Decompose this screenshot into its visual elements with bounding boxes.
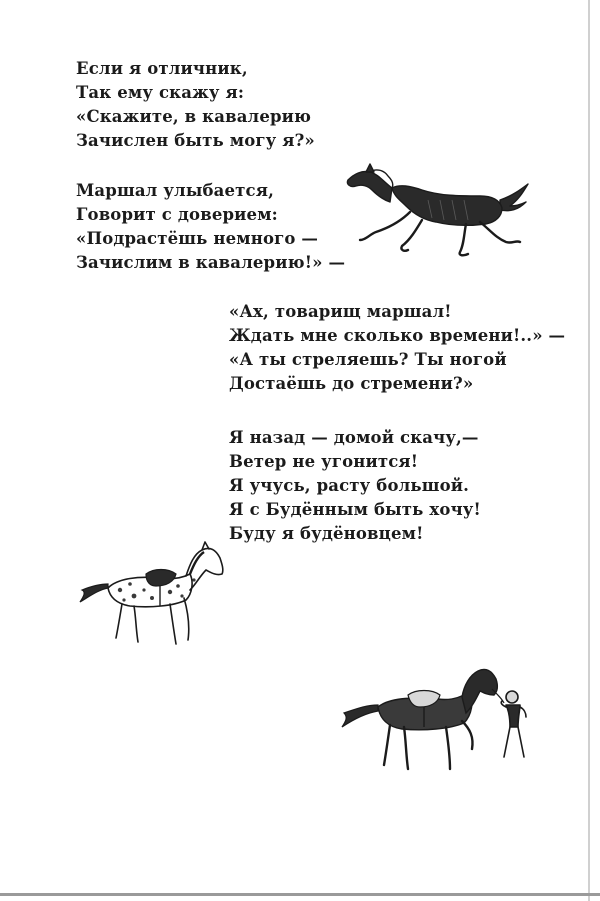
boy-leading-horse-icon: [334, 665, 530, 785]
poem-stanza-1: [76, 57, 315, 153]
poem-line: Маршал улыбается,: [76, 181, 274, 200]
poem-line: Говорит с доверием:: [76, 205, 278, 224]
poem-stanza-3: [229, 300, 565, 396]
poem-stanza-2: [76, 179, 345, 275]
poem-line: Я учусь, расту большой.: [229, 476, 470, 495]
poem-line: «Скажите, в кавалерию: [76, 107, 312, 126]
poem-line: Зачислим в кавалерию!» —: [76, 253, 346, 272]
poem-line: Если я отличник,: [76, 59, 248, 78]
page-edge: [588, 0, 590, 901]
poem-line: «Подрастёшь немного —: [76, 229, 319, 248]
poem-line: Ждать мне сколько времени!..» —: [229, 326, 566, 345]
galloping-horse-icon: [340, 160, 540, 260]
poem-line: Ветер не угонится!: [229, 452, 419, 471]
page-bottom-border: [0, 893, 600, 896]
poem-line: Так ему скажу я:: [76, 83, 245, 102]
poem-line: Буду я будёновцем!: [229, 524, 424, 543]
poem-line: Достаёшь до стремени?»: [229, 374, 474, 393]
poem-line: Я с Будённым быть хочу!: [229, 500, 481, 519]
poem-line: «А ты стреляешь? Ты ногой: [229, 350, 507, 369]
poem-line: «Ах, товарищ маршал!: [229, 302, 452, 321]
poem-line: Я назад — домой скачу,—: [229, 428, 479, 447]
poem-line: Зачислен быть могу я?»: [76, 131, 315, 150]
poem-stanza-4: [229, 426, 481, 546]
saddled-horse-icon: [74, 540, 229, 660]
